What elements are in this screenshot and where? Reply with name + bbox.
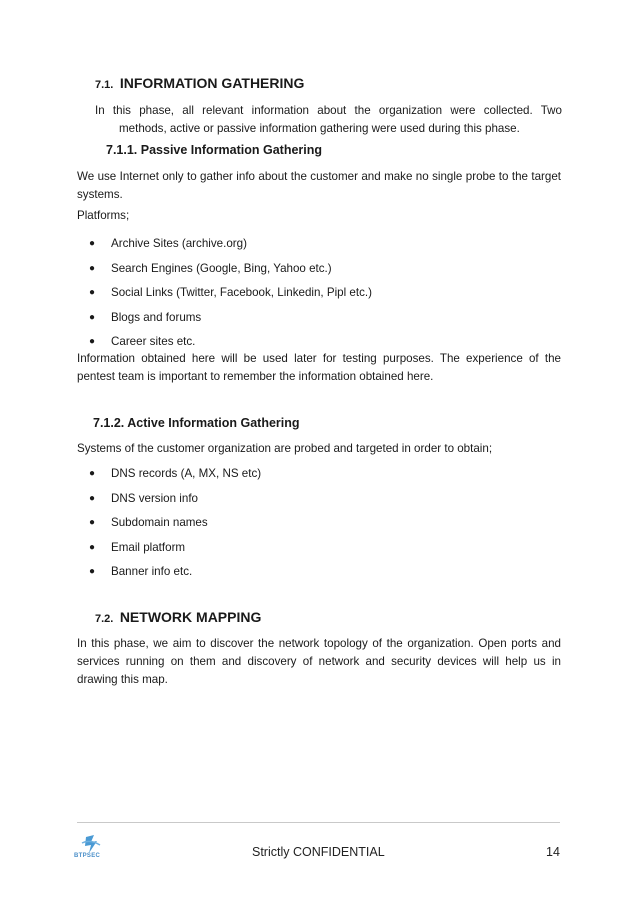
company-logo [74,833,108,863]
bullet-icon: ● [89,287,96,298]
bullet-icon: ● [89,468,96,479]
passive-closing-paragraph: Information obtained here will be used later for testing purposes. The experience of the pentest team is important to remember the information obtained here. [77,352,561,383]
list-item [77,310,557,335]
list-item [77,285,557,310]
page-number: 14 [546,845,560,859]
list-item [77,236,557,261]
list-item-text: DNS version info [111,491,198,505]
list-item [77,466,557,491]
list-item-text: Blogs and forums [111,310,202,324]
list-item [77,515,557,540]
bullet-icon: ● [89,262,96,274]
list-item [77,261,557,286]
list-item-text: Social Links (Twitter, Facebook, Linkedin, Pipl etc.) [111,286,372,299]
section-7-1-heading [95,75,304,93]
network-mapping-paragraph: In this phase, we aim to discover the network topology of the organization. Open ports and services running on them and discovery of network and security devices will help us in drawing this map. [77,637,561,686]
intro-line-2: methods, active or passive information gathering were used during this phase. [119,122,520,135]
active-list [77,466,557,589]
list-item-text: Career sites etc. [111,335,196,348]
bullet-icon: ● [89,311,96,323]
bullet-icon: ● [89,492,96,504]
section-7-1-1-heading: 7.1.1. Passive Information Gathering [106,143,323,157]
bullet-icon: ● [89,541,96,553]
section-number: 7.2. [95,613,114,625]
list-item-text: Subdomain names [111,516,208,529]
list-item-text: Archive Sites (archive.org) [111,237,247,250]
bullet-icon: ● [89,566,96,577]
list-item [77,491,557,516]
list-item [77,540,557,565]
bullet-icon: ● [89,336,96,347]
bullet-icon: ● [89,238,96,249]
footer-divider [77,822,560,823]
passive-list [77,236,557,359]
passive-paragraph: We use Internet only to gather info about the customer and make no single probe to the target systems. [77,170,561,201]
section-7-1-2-heading: 7.1.2. Active Information Gathering [93,416,300,430]
list-item-text: Search Engines (Google, Bing, Yahoo etc.) [111,261,332,275]
section-7-2-heading [95,609,261,627]
confidential-label: Strictly CONFIDENTIAL [252,845,385,859]
bullet-icon: ● [89,517,96,528]
section-title: NETWORK MAPPING [119,609,262,625]
section-title: INFORMATION GATHERING [119,75,305,91]
list-item-text: DNS records (A, MX, NS etc) [111,467,262,480]
logo-text: BTPSEC [74,853,101,859]
platforms-label: Platforms; [77,209,130,222]
active-paragraph: Systems of the customer organization are probed and targeted in order to obtain; [77,442,493,455]
section-7-1-intro [95,102,562,138]
section-number: 7.1. [95,79,114,91]
list-item-text: Banner info etc. [111,565,193,578]
intro-line-1: In this phase, all relevant information about the organization were collected. Two [95,104,562,117]
list-item [77,564,557,589]
list-item-text: Email platform [111,540,186,554]
